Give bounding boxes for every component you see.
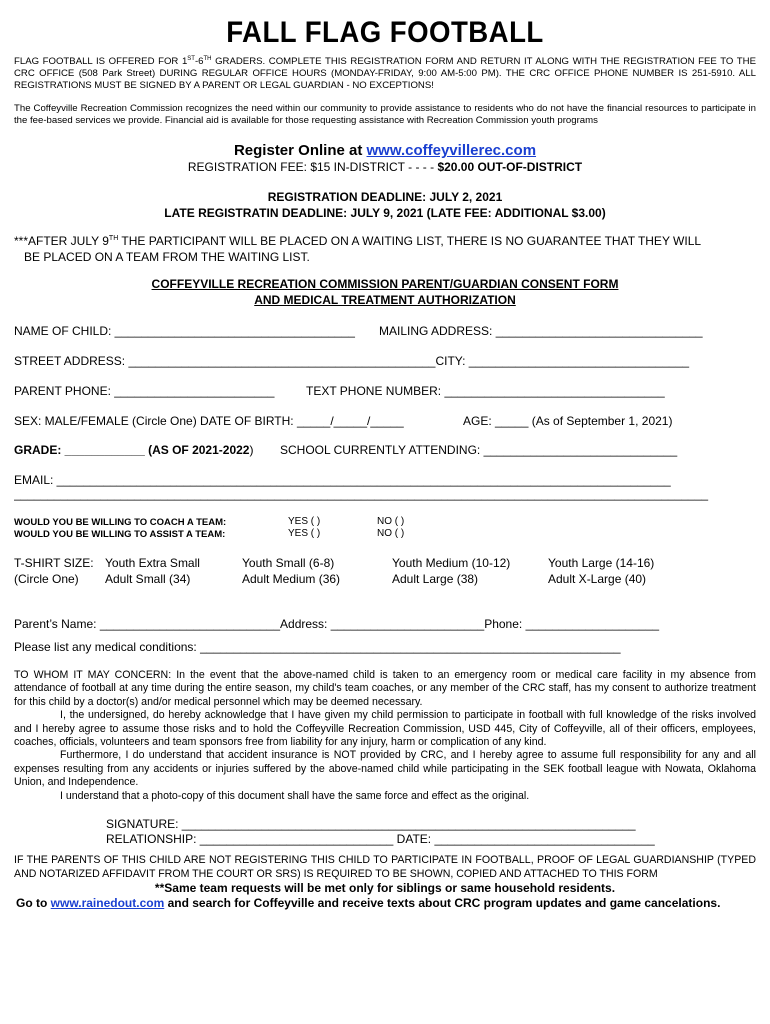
email-field-line2[interactable]: ________________________________________________________________________________________________________ bbox=[14, 487, 709, 501]
intro-text-end: GRADERS. COMPLETE THIS REGISTRATION FORM AND RETURN IT ALONG WITH THE REGISTRATION FEE TO THE CRC OFFICE (508 Park Street) DURING REGULAR OFFICE HOURS (MONDAY-FRIDAY, 9:00 AM-5:00 PM). THE CRC OFFICE PHONE NUMBER IS 251-5910. ALL REGISTRATIONS MUST BE SIGNED BY A PARENT OR LEGAL GUARDIAN - NO EXCEPTIONS! bbox=[14, 56, 756, 92]
consent-paragraphs bbox=[14, 669, 756, 803]
child-name-field[interactable]: NAME OF CHILD: ____________________________________ bbox=[14, 324, 355, 338]
waiting-text-end: THE PARTICIPANT WILL BE PLACED ON A WAITING LIST, THERE IS NO GUARANTEE THAT THEY WILL bbox=[118, 234, 702, 248]
financial-aid-paragraph: The Coffeyville Recreation Commission recognizes the need within our community to provide assistance to residents who do not have the financial resources to participate in the fee-based services we provide. Financial aid is available for those requesting assistance with Recreation Commission youth programs bbox=[14, 103, 756, 126]
street-city-field[interactable]: STREET ADDRESS: ______________________________________________CITY: _________________________________ bbox=[14, 354, 690, 368]
rainedout-link[interactable]: www.rainedout.com bbox=[50, 896, 165, 910]
tshirt-adult-xl[interactable]: Adult X-Large (40) bbox=[548, 572, 647, 586]
tshirt-youth-l[interactable]: Youth Large (14-16) bbox=[548, 556, 655, 570]
coach-question: WOULD YOU BE WILLING TO COACH A TEAM: bbox=[14, 517, 227, 528]
rainedout-post: and search for Coffeyville and receive texts about CRC program updates and game cancelations. bbox=[164, 896, 721, 910]
page-title: FALL FLAG FOOTBALL bbox=[226, 16, 544, 49]
intro-text-start: FLAG FOOTBALL IS OFFERED FOR 1 bbox=[14, 56, 188, 68]
grade-label: GRADE: ____________ (AS OF 2021-2022 bbox=[14, 443, 250, 457]
rainedout-pre: Go to bbox=[16, 896, 51, 910]
text-phone-field[interactable]: TEXT PHONE NUMBER: _________________________________ bbox=[306, 384, 665, 398]
intro-sup-st: ST bbox=[187, 56, 195, 62]
email-field[interactable]: EMAIL: ____________________________________________________________________________________________ bbox=[14, 473, 671, 487]
consent-paragraph-3: Furthermore, I do understand that accident insurance is NOT provided by CRC, and I hereby agree to assume full responsibility for any and all expenses resulting from any accidents or injuries suffered by the above-named child while participating in the SEK football league with Nowata, Oklahoma Union, and Independence. bbox=[14, 749, 756, 789]
intro-sup-th: TH bbox=[203, 56, 212, 62]
intro-paragraph bbox=[14, 53, 756, 92]
medical-conditions-field[interactable]: Please list any medical conditions: _______________________________________________________________ bbox=[14, 640, 621, 654]
waiting-sup-th: TH bbox=[108, 235, 119, 242]
register-online-label: Register Online at bbox=[233, 142, 367, 159]
assist-yes-option[interactable]: YES ( ) bbox=[288, 528, 321, 539]
waiting-list-line1 bbox=[14, 234, 701, 248]
assist-no-option[interactable]: NO ( ) bbox=[377, 528, 405, 539]
same-team-requests: **Same team requests will be met only for siblings or same household residents. bbox=[154, 881, 616, 895]
fee-in-district: REGISTRATION FEE: $15 IN-DISTRICT - - - - bbox=[187, 160, 438, 174]
fee-out-district: $20.00 OUT-OF-DISTRICT bbox=[437, 160, 583, 174]
parent-phone-field[interactable]: PARENT PHONE: ________________________ bbox=[14, 384, 275, 398]
coffeyvillerec-link[interactable]: www.coffeyvillerec.com bbox=[366, 142, 537, 159]
tshirt-adult-s[interactable]: Adult Small (34) bbox=[105, 572, 191, 586]
consent-paragraph-4: I understand that a photo-copy of this document shall have the same force and effect as the original. bbox=[60, 789, 530, 802]
tshirt-label: T-SHIRT SIZE: bbox=[14, 556, 94, 570]
waiting-list-line2: BE PLACED ON A TEAM FROM THE WAITING LIST. bbox=[24, 250, 310, 264]
school-field[interactable]: SCHOOL CURRENTLY ATTENDING: _____________________________ bbox=[280, 443, 678, 457]
consent-heading-line1: COFFEYVILLE RECREATION COMMISSION PARENT/GUARDIAN CONSENT FORM bbox=[151, 277, 619, 291]
parent-info-field[interactable]: Parent’s Name: ___________________________Address: _______________________Phone: ____________________ bbox=[14, 617, 660, 631]
tshirt-youth-xs[interactable]: Youth Extra Small bbox=[105, 556, 200, 570]
consent-paragraph-2: I, the undersigned, do hereby acknowledge that I have given my child permission to participate in football with full knowledge of the risks involved and I hereby agree to assume those risks and to hold the Coffeyville Recreation Commission, USD 445, City of Coffeyville, all of their officers, employees, coaches, officials, volunteers and team sponsors free from liability for any injury, harm or complication of any kind. bbox=[14, 709, 756, 749]
guardianship-notice: IF THE PARENTS OF THIS CHILD ARE NOT REGISTERING THIS CHILD TO PARTICIPATE IN FOOTBALL, PROOF OF LEGAL GUARDIANSHIP (TYPED AND NOTARIZED AFFIDAVIT FROM THE COURT OR SRS) IS REQUIRED TO BE SHOWN, COPIED AND ATTACHED TO THIS FORM bbox=[14, 854, 756, 880]
tshirt-youth-s[interactable]: Youth Small (6-8) bbox=[242, 556, 335, 570]
register-online-line bbox=[0, 142, 770, 159]
late-registration-deadline: LATE REGISTRATIN DEADLINE: JULY 9, 2021 (LATE FEE: ADDITIONAL $3.00) bbox=[164, 206, 606, 220]
sex-dob-field[interactable]: SEX: MALE/FEMALE (Circle One) DATE OF BIRTH: _____/_____/_____ bbox=[14, 414, 404, 428]
age-field[interactable]: AGE: _____ (As of September 1, 2021) bbox=[463, 414, 673, 428]
tshirt-youth-m[interactable]: Youth Medium (10-12) bbox=[392, 556, 511, 570]
coach-no-option[interactable]: NO ( ) bbox=[377, 516, 405, 527]
tshirt-adult-m[interactable]: Adult Medium (36) bbox=[242, 572, 341, 586]
relationship-date-field[interactable]: RELATIONSHIP: _____________________________ DATE: _________________________________ bbox=[106, 832, 655, 846]
intro-text-dash: -6 bbox=[194, 56, 204, 68]
consent-heading-line2: AND MEDICAL TREATMENT AUTHORIZATION bbox=[254, 293, 516, 307]
registration-fee-line bbox=[0, 160, 770, 174]
grade-paren: ) bbox=[249, 443, 254, 457]
registration-deadline: REGISTRATION DEADLINE: JULY 2, 2021 bbox=[267, 190, 503, 204]
consent-paragraph-1: TO WHOM IT MAY CONCERN: In the event that the above-named child is taken to an emergency room or medical care facility in my absence from attendance of football at any time during the entire season, my child's team coaches, or any member of the CRC staff, has my consent to authorize treatment for this child by a doctor(s) and/or medical personnel which may be deemed necessary. bbox=[14, 669, 756, 708]
waiting-text-start: ***AFTER JULY 9 bbox=[14, 234, 109, 248]
assist-question: WOULD YOU BE WILLING TO ASSIST A TEAM: bbox=[14, 529, 226, 540]
grade-field[interactable] bbox=[14, 443, 253, 457]
signature-field[interactable]: SIGNATURE: ____________________________________________________________________ bbox=[106, 817, 636, 831]
rainedout-line bbox=[16, 896, 720, 910]
coach-yes-option[interactable]: YES ( ) bbox=[288, 516, 321, 527]
tshirt-adult-l[interactable]: Adult Large (38) bbox=[392, 572, 479, 586]
mailing-address-field[interactable]: MAILING ADDRESS: _______________________________ bbox=[379, 324, 703, 338]
tshirt-circle-one: (Circle One) bbox=[14, 572, 79, 586]
